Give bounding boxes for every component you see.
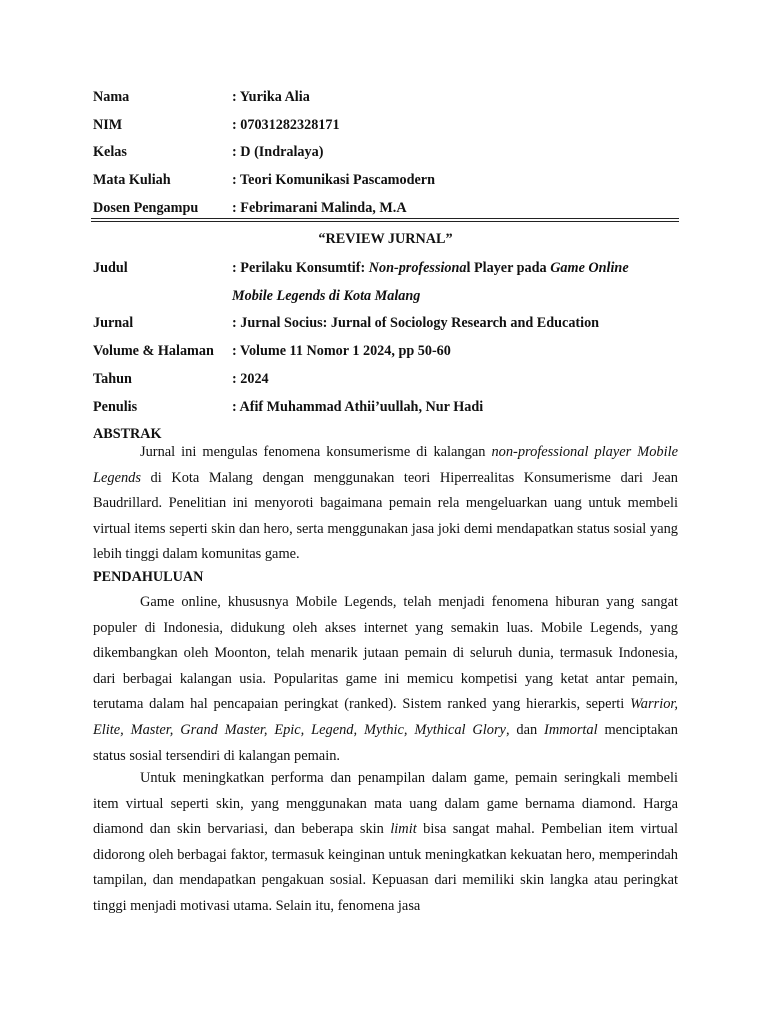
judul-mid: l Player pada [466,260,551,276]
field-value [232,258,629,278]
abstrak-heading: ABSTRAK [93,426,162,442]
field-label: Kelas [93,144,127,160]
field-label: NIM [93,117,123,133]
field-label: Volume & Halaman [93,343,214,359]
review-title: “REVIEW JURNAL” [318,231,453,247]
field-label: Jurnal [93,315,134,331]
italic-run: limit [390,821,417,838]
text-run: Untuk meningkatkan performa dan penampilan dalam game, pemain seringkali membeli item virtual seperti skin, yang menggunakan mata uang dalam game bernama diamond. Harga diamond dan skin bervariasi, dan beberapa skin [93,770,678,838]
text-run: Game online, khususnya Mobile Legends, telah menjadi fenomena hiburan yang sangat populer di Indonesia, didukung oleh akses internet yang semakin luas. Mobile Legends, yang dikembangkan oleh Moonton, telah menarik jutaan pemain di seluruh dunia, termasuk Indonesia, dari berbagai kalangan usia. Popularitas game ini memicu kompetisi yang ketat antar pemain, terutama dalam hal pencapaian peringkat (ranked). Sistem ranked yang hierarkis, seperti [93,594,678,713]
field-label: Tahun [93,371,132,387]
field-value: : Teori Komunikasi Pascamodern [232,172,435,188]
field-value: : Volume 11 Nomor 1 2024, pp 50-60 [232,343,451,359]
field-label: Mata Kuliah [93,172,171,188]
field-value: : Afif Muhammad Athii’uullah, Nur Hadi [232,399,484,415]
field-value: : Jurnal Socius: Jurnal of Sociology Research and Education [232,315,600,331]
field-label: Judul [93,260,128,276]
pendahuluan-paragraph-2 [93,766,678,920]
field-value: : Yurika Alia [232,89,310,105]
text-run: bisa sangat mahal. Pembelian item virtual didorong oleh berbagai faktor, termasuk keinginan untuk meningkatkan kekuatan hero, memperindah tampilan, dan mendapatkan pengakuan sosial. Kepuasan dari memiliki skin langka atau peringkat tinggi menjadi motivasi utama. Selain itu, fenomena jasa [93,821,678,914]
text-run: , dan [505,721,545,738]
field-value: : 07031282328171 [232,117,340,133]
pendahuluan-paragraph-1 [93,590,678,769]
field-label: Penulis [93,399,138,415]
field-value: : D (Indralaya) [232,144,324,160]
judul-line2: Mobile Legends di Kota Malang [232,288,421,304]
field-label: Dosen Pengampu [93,200,199,216]
judul-italic-part: Non-professiona [368,260,467,276]
text-run: menciptakan status sosial tersendiri di kalangan pemain. [93,721,679,764]
judul-italic-part: Game Online [550,260,629,276]
italic-run: non-professional player Mobile Legends [93,444,678,486]
italic-run: Warrior, Elite, Master, Grand Master, Epic, Legend, Mythic, Mythical Glory [93,696,678,738]
field-value: : 2024 [232,371,269,387]
abstrak-paragraph [93,440,678,568]
text-run: di Kota Malang dengan menggunakan teori Hiperrealitas Konsumerisme dari Jean Baudrillard. Penelitian ini menyoroti bagaimana pemain rela mengeluarkan uang untuk membeli virtual items seperti skin dan hero, serta menggunakan jasa joki demi mendapatkan status sosial yang lebih tinggi dalam komunitas game. [93,469,678,563]
text-run: Jurnal ini mengulas fenomena konsumerisme di kalangan [140,444,492,460]
divider-thin [91,218,679,219]
pendahuluan-heading: PENDAHULUAN [93,569,204,585]
field-label: Nama [93,89,130,105]
italic-run: Immortal [544,721,598,738]
field-value: : Febrimarani Malinda, M.A [232,200,407,216]
judul-prefix: : Perilaku Konsumtif: [232,260,369,276]
divider-thick [91,221,679,222]
